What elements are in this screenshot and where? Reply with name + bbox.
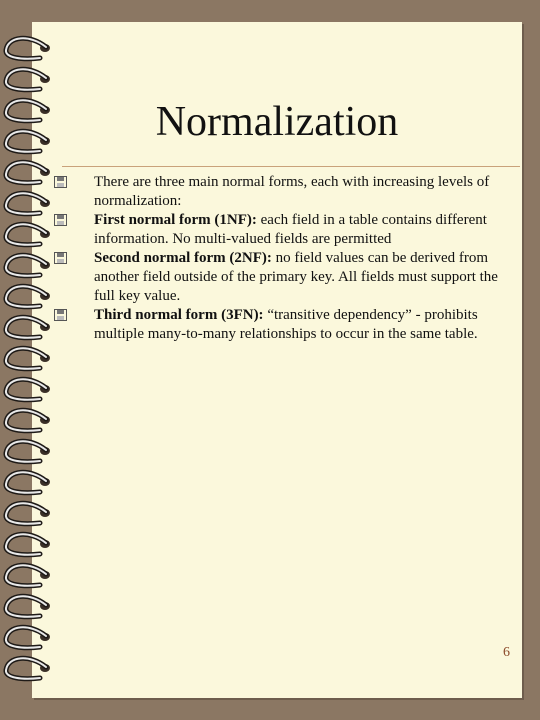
spiral-ring [6,100,50,120]
title-divider [62,166,520,167]
spiral-ring [6,658,50,678]
page-number: 6 [503,645,510,660]
bullet-text: each field in a table contains different information. No multi-valued fields are permitted [94,212,487,247]
bullet-lead: Second normal form (2NF): [94,250,272,266]
spiral-ring [6,317,50,337]
bullet-text: There are three main normal forms, each with increasing levels of normalization: [94,174,490,209]
spiral-ring [6,472,50,492]
spiral-binding [0,0,60,720]
spiral-ring [6,162,50,182]
spiral-ring [6,379,50,399]
spiral-ring [6,193,50,213]
spiral-ring [6,255,50,275]
bullet-text: “transitive dependency” - prohibits multiple many-to-many relationships to occur in the same table. [94,307,478,342]
bullet-item [54,173,504,211]
spiral-ring [6,131,50,151]
notebook-page [32,22,522,698]
spiral-ring [6,565,50,585]
bullet-item [54,306,504,344]
spiral-ring [6,534,50,554]
spiral-ring [6,596,50,616]
bullet-item [54,211,504,249]
spiral-ring [6,224,50,244]
spiral-ring [6,69,50,89]
bullet-lead: Third normal form (3FN): [94,307,264,323]
slide-title: Normalization [155,99,399,145]
spiral-ring [6,286,50,306]
bullet-list [54,173,504,344]
spiral-ring [6,627,50,647]
bullet-text: no field values can be derived from another field outside of the primary key. All fields must support the full key value. [94,250,498,304]
spiral-ring [6,38,50,58]
spiral-ring [6,441,50,461]
spiral-ring [6,410,50,430]
spiral-ring [6,348,50,368]
spiral-ring [6,503,50,523]
bullet-item [54,249,504,306]
bullet-lead: First normal form (1NF): [94,212,257,228]
